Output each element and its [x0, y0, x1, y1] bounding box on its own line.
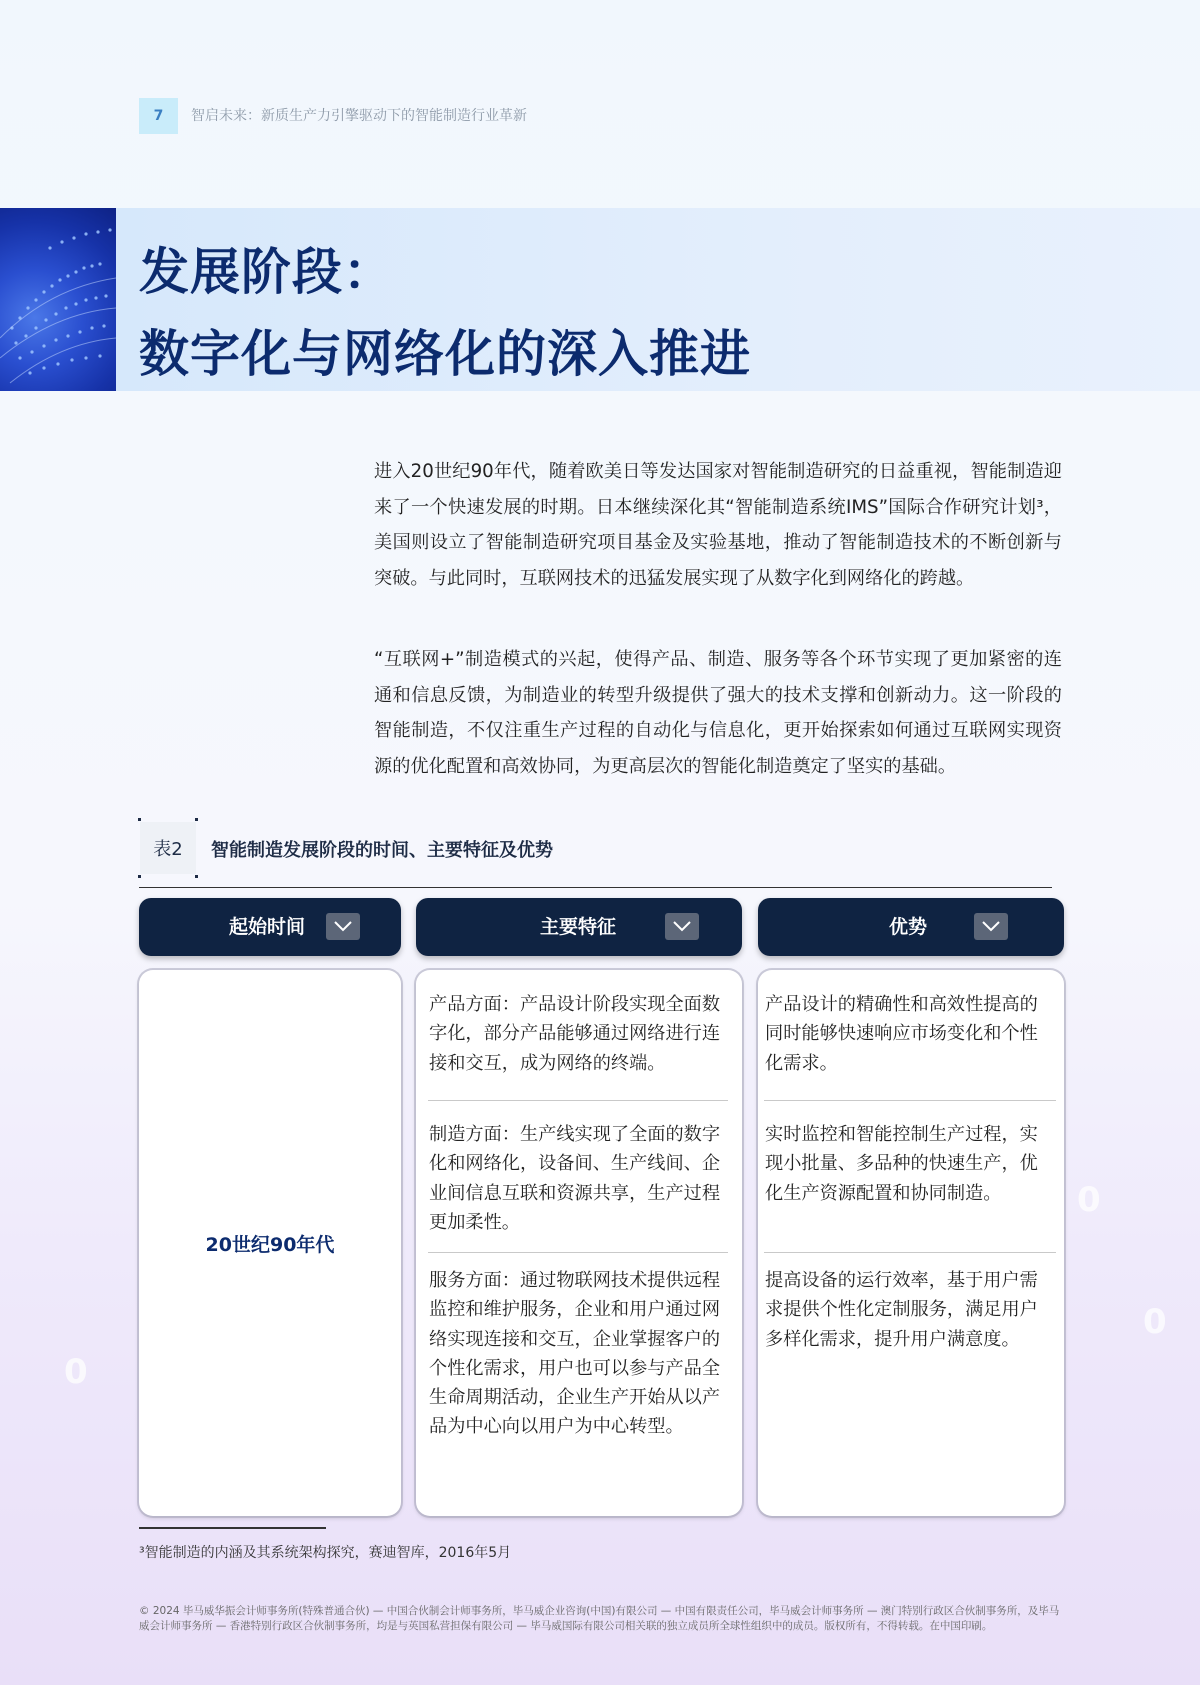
tag-corner-dot: [195, 875, 198, 878]
advantages-card: [758, 970, 1064, 1516]
chevron-down-icon[interactable]: [974, 913, 1008, 940]
feature-manufacturing: 制造方面：生产线实现了全面的数字化和网络化，设备间、生产线间、企业间信息互联和资源共享，生产过程更加柔性。: [429, 1124, 721, 1233]
table-caption: 智能制造发展阶段的时间、主要特征及优势: [211, 840, 553, 861]
page-number: 7: [139, 98, 178, 134]
table-tag: 表2: [140, 822, 196, 874]
body-paragraph-2: “互联网+”制造模式的兴起，使得产品、制造、服务等各个环节实现了更加紧密的连通和信息反馈，为制造业的转型升级提供了强大的技术支撑和创新动力。这一阶段的智能制造，不仅注重生产过程的自动化与信息化，更开始探索如何通过互联网实现资源的优化配置和高效协同，为更高层次的智能化制造奠定了坚实的基础。: [374, 649, 1062, 777]
feature-product: 产品方面：产品设计阶段实现全面数字化，部分产品能够通过网络进行连接和交互，成为网络的终端。: [429, 994, 721, 1074]
section-title-line1: 发展阶段：: [139, 243, 394, 301]
chevron-down-icon[interactable]: [326, 913, 360, 940]
row-divider: [428, 1100, 728, 1101]
advantage-product: 产品设计的精确性和高效性提高的同时能够快速响应市场变化和个性化需求。: [765, 994, 1038, 1074]
tag-corner-dot: [138, 818, 141, 821]
hero-image: [0, 208, 116, 391]
footnote-rule: [139, 1527, 326, 1529]
copyright-notice: © 2024 毕马威华振会计师事务所(特殊普通合伙) — 中国合伙制会计师事务所，毕马威企业咨询(中国)有限公司 — 中国有限责任公司，毕马威会计师事务所 — 澳门特别行政区合伙制事务所，及毕马威会计师事务所 — 香港特别行政区合伙制事务所，均是与英国私营担保有限公司 — 毕马威国际有限公司相关联的独立成员所全球性组织中的成员。版权所有，不得转载。在中国印刷。: [139, 1605, 1060, 1632]
row-divider: [428, 1252, 728, 1253]
body-paragraph-1: 进入20世纪90年代，随着欧美日等发达国家对智能制造研究的日益重视，智能制造迎来了一个快速发展的时期。日本继续深化其“智能制造系统IMS”国际合作研究计划³，美国则设立了智能制造研究项目基金及实验基地，推动了智能制造技术的不断创新与突破。与此同时，互联网技术的迅猛发展实现了从数字化到网络化的跨越。: [374, 461, 1062, 589]
column-header-label: 优势: [889, 916, 928, 938]
feature-service: 服务方面：通过物联网技术提供远程监控和维护服务，企业和用户通过网络实现连接和交互，企业掌握客户的个性化需求，用户也可以参与产品全生命周期活动，企业生产开始从以产品为中心向以用户为中心转型。: [429, 1270, 721, 1438]
features-card: [416, 970, 742, 1516]
running-title: 智启未来：新质生产力引擎驱动下的智能制造行业革新: [191, 108, 527, 124]
decorative-digit: 0: [1077, 1180, 1101, 1220]
column-header-start-time[interactable]: [139, 898, 401, 956]
start-time-card: [139, 970, 401, 1516]
tag-corner-dot: [195, 818, 198, 821]
advantage-manufacturing: 实时监控和智能控制生产过程，实现小批量、多品种的快速生产，优化生产资源配置和协同制造。: [765, 1124, 1038, 1204]
column-header-features[interactable]: [416, 898, 742, 956]
decorative-digit: 0: [1143, 1302, 1167, 1342]
column-header-label: 主要特征: [540, 916, 617, 938]
section-title-line2: 数字化与网络化的深入推进: [139, 325, 751, 383]
row-divider: [764, 1252, 1056, 1253]
column-header-advantages[interactable]: [758, 898, 1064, 956]
tag-corner-dot: [138, 875, 141, 878]
caption-rule: [139, 887, 1052, 888]
row-divider: [764, 1100, 1056, 1101]
footnote: ³智能制造的内涵及其系统架构探究，赛迪智库，2016年5月: [139, 1545, 512, 1561]
advantage-service: 提高设备的运行效率，基于用户需求提供个性化定制服务，满足用户多样化需求，提升用户满意度。: [765, 1270, 1038, 1350]
column-header-label: 起始时间: [229, 916, 306, 938]
decorative-digit: 0: [64, 1352, 88, 1392]
chevron-down-icon[interactable]: [665, 913, 699, 940]
era-label: 20世纪90年代: [205, 1233, 335, 1256]
